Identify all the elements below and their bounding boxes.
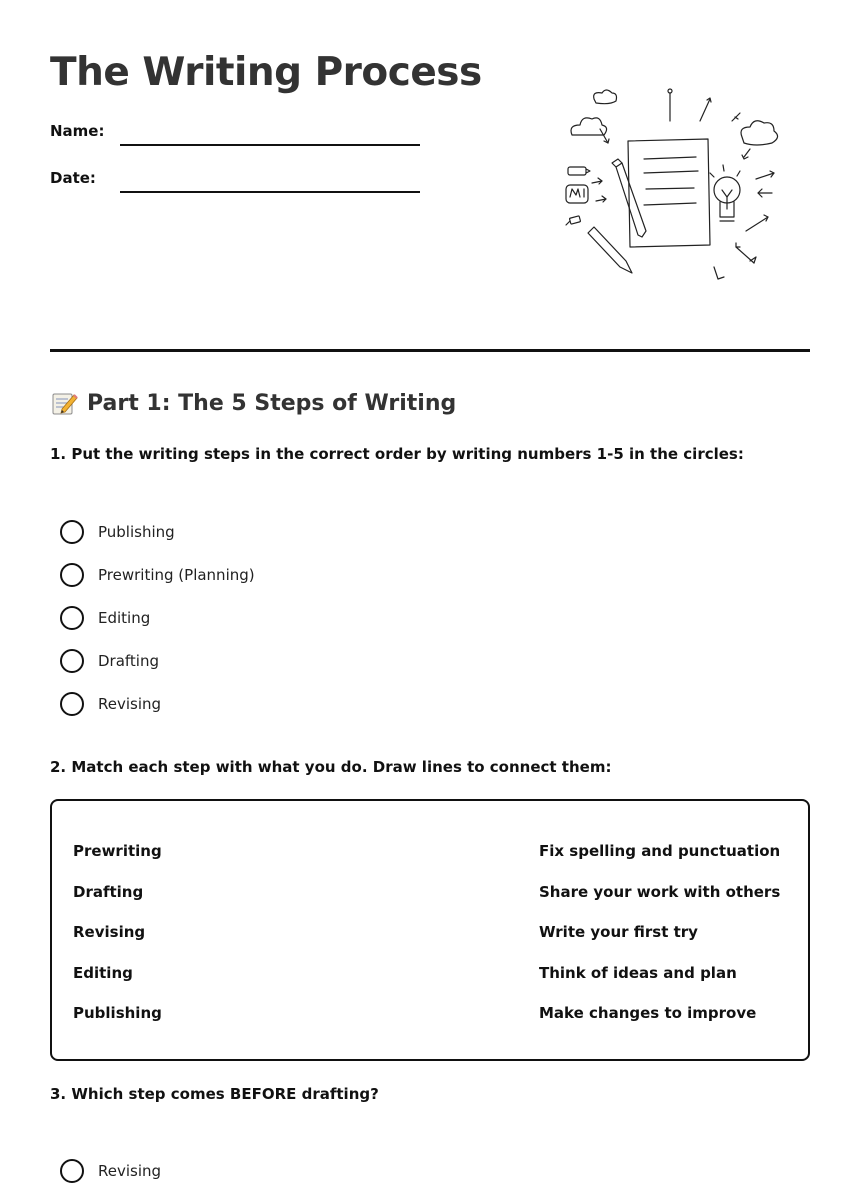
match-step[interactable]: Revising	[73, 923, 146, 941]
match-action[interactable]: Think of ideas and plan	[539, 963, 737, 982]
question-2-prompt: 2. Match each step with what you do. Draw lines to connect them:	[50, 758, 612, 776]
list-item	[60, 553, 255, 596]
answer-circle[interactable]	[60, 606, 84, 630]
answer-circle[interactable]	[60, 520, 84, 544]
step-label: Editing	[98, 608, 151, 627]
match-steps-column	[73, 839, 162, 1042]
name-field	[50, 122, 420, 140]
step-label: Revising	[98, 694, 162, 713]
list-item	[60, 596, 255, 639]
match-action[interactable]: Fix spelling and punctuation	[539, 842, 781, 860]
memo-icon	[50, 389, 78, 417]
section-title-text: Part 1: The 5 Steps of Writing	[87, 390, 457, 416]
match-step[interactable]: Drafting	[73, 882, 144, 901]
step-label: Drafting	[98, 651, 160, 670]
list-item	[60, 510, 255, 553]
list-item	[60, 682, 255, 725]
question-1-prompt: 1. Put the writing steps in the correct order by writing numbers 1-5 in the circles:	[50, 445, 744, 463]
list-item	[60, 1149, 161, 1192]
match-step[interactable]: Prewriting	[73, 842, 162, 860]
match-action[interactable]: Share your work with others	[539, 882, 781, 901]
page-title: The Writing Process	[50, 50, 482, 95]
answer-circle[interactable]	[60, 1159, 84, 1183]
name-line[interactable]	[120, 144, 420, 146]
name-label: Name:	[50, 122, 105, 140]
answer-circle[interactable]	[60, 692, 84, 716]
question-3-prompt: 3. Which step comes BEFORE drafting?	[50, 1085, 379, 1103]
header-divider	[50, 349, 810, 352]
step-label: Publishing	[98, 522, 175, 541]
match-step[interactable]: Editing	[73, 963, 133, 982]
section-title-part1	[50, 389, 456, 417]
writing-doodle-illustration	[560, 85, 790, 285]
option-label: Revising	[98, 1161, 162, 1180]
match-actions-column	[539, 839, 780, 1042]
date-field	[50, 169, 420, 187]
match-step[interactable]: Publishing	[73, 1004, 162, 1022]
step-label: Prewriting (Planning)	[98, 565, 255, 584]
order-steps-list	[60, 510, 255, 725]
matching-box	[50, 799, 810, 1061]
list-item	[60, 639, 255, 682]
match-action[interactable]: Make changes to improve	[539, 1004, 757, 1022]
date-label: Date:	[50, 169, 96, 187]
match-action[interactable]: Write your first try	[539, 923, 698, 941]
date-line[interactable]	[120, 191, 420, 193]
answer-circle[interactable]	[60, 563, 84, 587]
answer-circle[interactable]	[60, 649, 84, 673]
before-drafting-options	[60, 1149, 161, 1192]
